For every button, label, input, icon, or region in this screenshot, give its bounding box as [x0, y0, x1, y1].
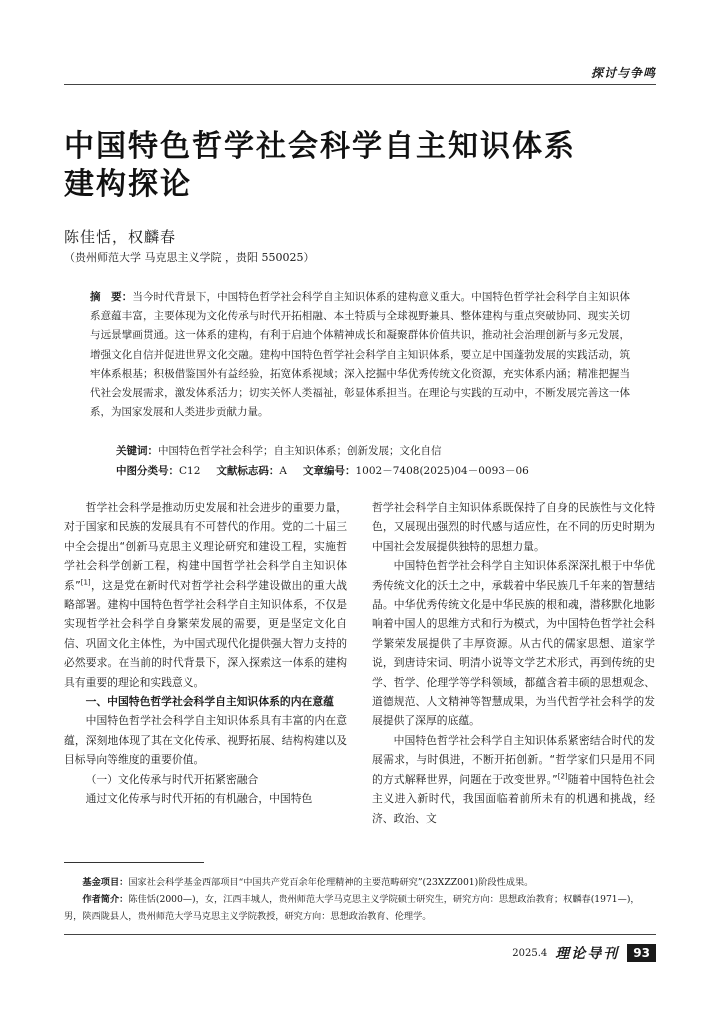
footnote-rule — [64, 862, 204, 863]
paragraph: 哲学社会科学自主知识体系既保持了自身的民族性与文化特色，又展现出强烈的时代感与适应性，在不同的历史时期为中国社会发展提供独特的思想力量。 — [372, 501, 655, 553]
issue-number: 2025.4 — [512, 947, 548, 959]
paragraph: 通过文化传承与时代开拓的有机融合，中国特色 — [85, 792, 313, 806]
subsection-heading: （一）文化传承与时代开拓紧密融合 — [85, 772, 259, 786]
article-title — [64, 128, 624, 204]
header-rule — [64, 84, 656, 85]
journal-name: 理论导刊 — [555, 946, 620, 962]
section-heading: 一、中国特色哲学社会科学自主知识体系的内在意蕴 — [85, 695, 334, 709]
keywords-label: 关键词： — [116, 445, 158, 457]
section-tag: 探讨与争鸣 — [590, 66, 656, 80]
citation-ref[interactable]: [2] — [557, 772, 568, 781]
abstract — [90, 288, 630, 422]
paragraph-text: 中国特色哲学社会科学自主知识体系紧密结合时代的发展需求，与时俱进，不断开拓创新。“哲学家们只是用不同的方式解释世界，问题在于改变世界。” — [372, 733, 655, 786]
title-line-1: 中国特色哲学社会科学自主知识体系 — [64, 129, 576, 164]
clc-label: 中图分类号： — [116, 465, 179, 477]
author-bio-text: 陈佳恬(2000—)，女，江西丰城人，贵州师范大学马克思主义学院硕士研究生，研究方向：思想政治教育；权麟春(1971—)，男，陕西陇县人，贵州师范大学马克思主义学院教授，研究方向：思想政治教育、伦理学。 — [64, 894, 640, 922]
abstract-text: 当今时代背景下，中国特色哲学社会科学自主知识体系的建构意义重大。中国特色哲学社会科学自主知识体系意蕴丰富，主要体现为文化传承与时代开拓相融、本土特质与全球视野兼具、整体建构与重点突破协同、现实关切与远景擘画贯通。这一体系的建构，有利于启迪个体精神成长和凝聚群体价值共识，推动社会治理创新与多元发展，增强文化自信并促进世界文化交融。建构中国特色哲学社会科学自主知识体系，要立足中国蓬勃发展的实践活动，筑牢体系根基；积极借鉴国外有益经验，拓宽体系视域；深入挖掘中华优秀传统文化资源，充实体系内涵；精准把握当代社会发展需求，激发体系活力；切实关怀人类福祉，彰显体系担当。在理论与实践的互动中，不断发展完善这一体系，为国家发展和人类进步贡献力量。 — [90, 291, 631, 419]
paragraph: 中国特色哲学社会科学自主知识体系具有丰富的内在意蕴，深刻地体现了其在文化传承、视野拓展、结构构建以及目标导向等维度的重要价值。 — [64, 714, 347, 767]
body-column-right — [372, 498, 655, 828]
paragraph — [372, 731, 655, 828]
page-footer — [512, 943, 656, 963]
doc-code-label: 文献标志码： — [216, 465, 280, 477]
paragraph-text: 哲学社会科学是推动历史发展和社会进步的重要力量，对于国家和民族的发展具有不可替代的作用。党的二十届三中全会提出“创新马克思主义理论研究和建设工程，实施哲学社会科学创新工程，构建中国哲学社会科学自主知识体系” — [64, 501, 347, 592]
paragraph: 中国特色哲学社会科学自主知识体系深深扎根于中华优秀传统文化的沃土之中，承载着中华民族几千年来的智慧结晶。中华优秀传统文化是中华民族的根和魂，潜移默化地影响着中国人的思维方式和行为模式，为中国特色哲学社会科学繁荣发展提供了丰厚资源。从古代的儒家思想、道家学说，到唐诗宋词、明清小说等文学艺术形式，再到传统的史学、哲学、伦理学等学科领域，都蕴含着丰硕的思想观念、道德规范、人文精神等智慧成果，为当代哲学社会科学的发展提供了深厚的底蕴。 — [372, 559, 655, 728]
paragraph — [64, 498, 347, 692]
article-number-value: 1002－7408(2025)04－0093－06 — [355, 465, 529, 477]
author-note — [64, 891, 656, 925]
footnotes — [64, 874, 656, 925]
classification-line — [116, 463, 545, 478]
title-line-2: 建构探论 — [64, 167, 192, 202]
doc-code-value: A — [279, 465, 287, 477]
fund-text: 国家社会科学基金西部项目“中国共产党百余年伦理精神的主要范畴研究”(23XZZ001)阶段性成果。 — [128, 877, 534, 888]
page-number: 93 — [627, 944, 656, 962]
article-number-label: 文章编号： — [303, 465, 356, 477]
affiliation: （贵州师范大学 马克思主义学院 ，贵阳 550025） — [64, 251, 315, 264]
authors: 陈佳恬，权麟春 — [64, 228, 177, 246]
keywords — [116, 443, 442, 458]
body-column-left — [64, 498, 347, 809]
clc-value: C12 — [179, 465, 201, 477]
keywords-text: 中国特色哲学社会科学；自主知识体系；创新发展；文化自信 — [158, 445, 442, 457]
paragraph-text: 随着中国特色社会主义进入新时代，我国面临着前所未有的机遇和挑战，经济、政治、文 — [372, 772, 655, 825]
fund-label: 基金项目： — [82, 877, 129, 888]
fund-note — [64, 874, 656, 891]
author-bio-label: 作者简介： — [82, 894, 129, 905]
footer-rule — [64, 934, 656, 935]
paragraph-text: ，这是党在新时代对哲学社会科学建设做出的重大战略部署。建构中国特色哲学社会科学自主知识体系，不仅是实现哲学社会科学自身繁荣发展的需要，更是坚定文化自信、巩固文化主体性，为中国式现代化提供强大智力支持的必然要求。在当前的时代背景下，深入探索这一体系的建构具有重要的理论和实践意义。 — [64, 578, 348, 689]
abstract-label: 摘 要： — [90, 291, 133, 303]
citation-ref[interactable]: [1] — [80, 578, 91, 587]
